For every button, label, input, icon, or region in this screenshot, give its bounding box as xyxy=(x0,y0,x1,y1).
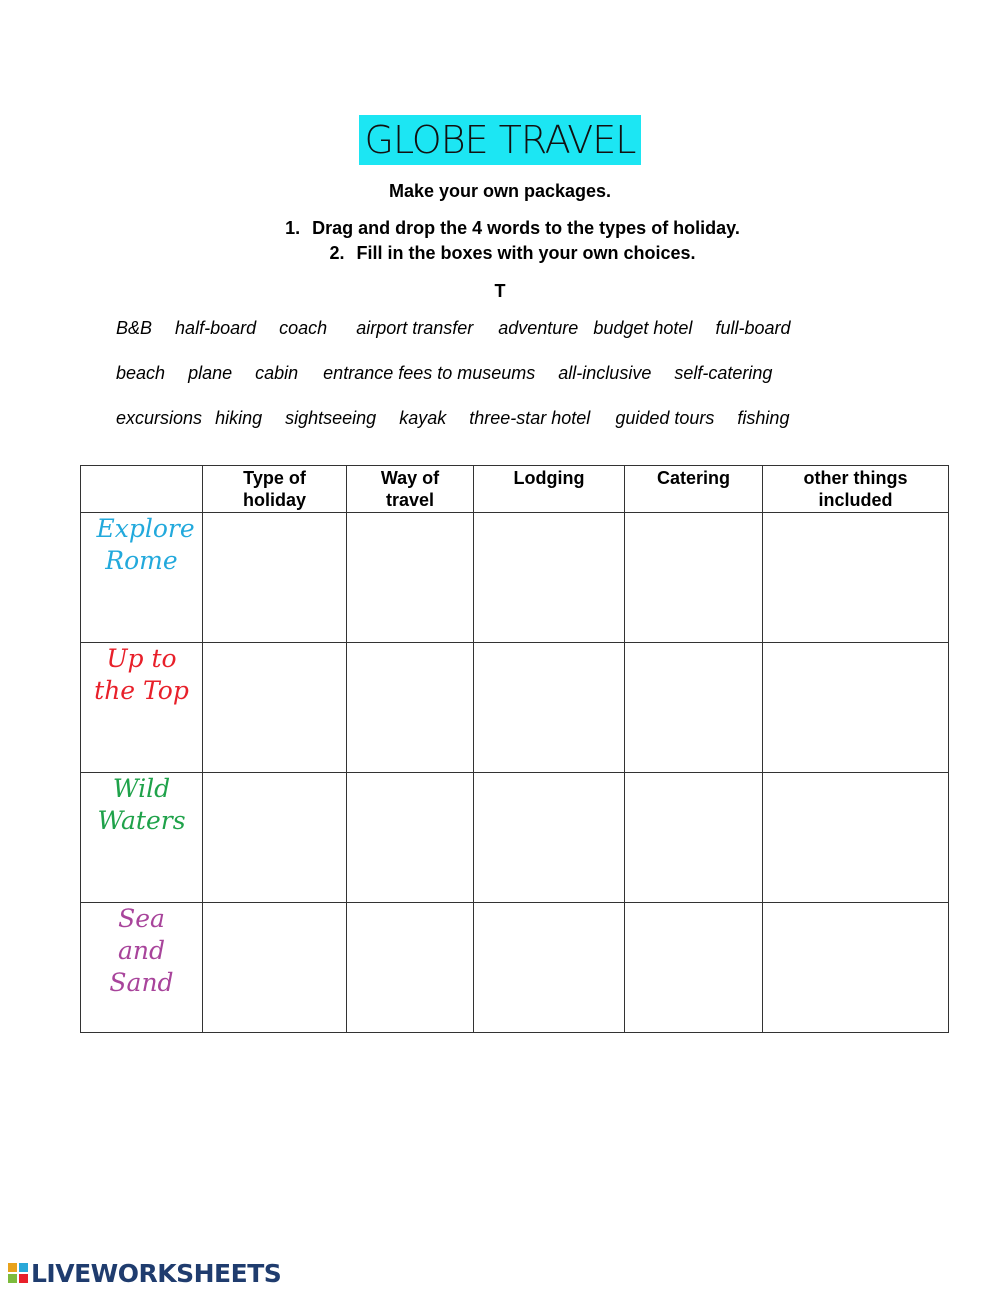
instruction-1 xyxy=(0,218,1000,239)
catering-cell[interactable] xyxy=(625,903,763,1033)
header-blank xyxy=(81,466,203,513)
word-chip[interactable]: cabin xyxy=(255,363,299,383)
word-chip[interactable]: full-board xyxy=(715,318,791,338)
table-row xyxy=(81,773,949,903)
header-lodging: Lodging xyxy=(474,466,625,513)
other-things-cell[interactable] xyxy=(763,643,949,773)
word-chip[interactable]: adventure xyxy=(498,318,579,338)
word-chip[interactable]: sightseeing xyxy=(285,408,377,428)
word-chip[interactable]: kayak xyxy=(399,408,447,428)
other-things-cell[interactable] xyxy=(763,513,949,643)
table-row xyxy=(81,643,949,773)
subtitle: Make your own packages. xyxy=(388,181,612,201)
word-chip[interactable]: half-board xyxy=(175,318,257,338)
header-catering: Catering xyxy=(625,466,763,513)
logo-text: LIVEWORKSHEETS xyxy=(31,1258,282,1288)
catering-cell[interactable] xyxy=(625,643,763,773)
instruction-number: 2. xyxy=(329,243,345,263)
word-chip[interactable]: B&B xyxy=(116,318,153,338)
table-row xyxy=(81,513,949,643)
table-row xyxy=(81,903,949,1033)
header-way-of-travel: Way of travel xyxy=(347,466,474,513)
header-type-of-holiday: Type of holiday xyxy=(203,466,347,513)
word-chip[interactable]: coach xyxy=(279,318,328,338)
header-other-things-included: other things included xyxy=(763,466,949,513)
type-of-holiday-cell[interactable] xyxy=(203,903,347,1033)
page-title: GLOBE TRAVEL xyxy=(359,115,642,165)
lodging-cell[interactable] xyxy=(474,643,625,773)
instruction-2 xyxy=(0,243,1000,264)
package-name: Up to the Top xyxy=(94,644,189,705)
other-things-cell[interactable] xyxy=(763,773,949,903)
catering-cell[interactable] xyxy=(625,513,763,643)
word-chip[interactable]: self-catering xyxy=(674,363,773,383)
table-header-row xyxy=(81,466,949,513)
t-letter: T xyxy=(494,281,506,301)
word-chip[interactable]: three-star hotel xyxy=(469,408,591,428)
word-chip[interactable]: all-inclusive xyxy=(558,363,652,383)
other-things-cell[interactable] xyxy=(763,903,949,1033)
word-bank-row-1 xyxy=(116,318,808,339)
word-chip[interactable]: entrance fees to museums xyxy=(323,363,536,383)
row-label-up-to-the-top xyxy=(81,643,203,773)
row-label-wild-waters xyxy=(81,773,203,903)
word-chip[interactable]: airport transfer xyxy=(356,318,474,338)
lodging-cell[interactable] xyxy=(474,903,625,1033)
package-name: Sea and Sand xyxy=(109,904,174,997)
way-of-travel-cell[interactable] xyxy=(347,643,474,773)
type-of-holiday-cell[interactable] xyxy=(203,513,347,643)
word-chip[interactable]: beach xyxy=(116,363,166,383)
way-of-travel-cell[interactable] xyxy=(347,513,474,643)
package-name: Wild Waters xyxy=(97,774,186,835)
title-wrap xyxy=(0,115,1000,165)
liveworksheets-logo xyxy=(8,1259,281,1287)
logo-grid-icon xyxy=(8,1263,28,1283)
word-chip[interactable]: plane xyxy=(188,363,233,383)
word-chip[interactable]: guided tours xyxy=(615,408,715,428)
lodging-cell[interactable] xyxy=(474,513,625,643)
row-label-sea-and-sand xyxy=(81,903,203,1033)
type-of-holiday-cell[interactable] xyxy=(203,773,347,903)
packages-table xyxy=(80,465,949,1033)
word-chip[interactable]: fishing xyxy=(737,408,790,428)
word-bank-row-2 xyxy=(116,363,790,384)
word-chip[interactable]: excursions xyxy=(116,408,203,428)
word-chip[interactable]: budget hotel xyxy=(593,318,693,338)
lodging-cell[interactable] xyxy=(474,773,625,903)
way-of-travel-cell[interactable] xyxy=(347,903,474,1033)
instruction-text: Drag and drop the 4 words to the types of holiday. xyxy=(312,218,740,238)
way-of-travel-cell[interactable] xyxy=(347,773,474,903)
row-label-explore-rome xyxy=(81,513,203,643)
word-chip[interactable]: hiking xyxy=(215,408,263,428)
catering-cell[interactable] xyxy=(625,773,763,903)
instruction-number: 1. xyxy=(285,218,301,238)
type-of-holiday-cell[interactable] xyxy=(203,643,347,773)
instruction-text: Fill in the boxes with your own choices. xyxy=(356,243,696,263)
word-bank-row-3 xyxy=(116,408,807,429)
package-name: Explore Rome xyxy=(96,514,195,575)
